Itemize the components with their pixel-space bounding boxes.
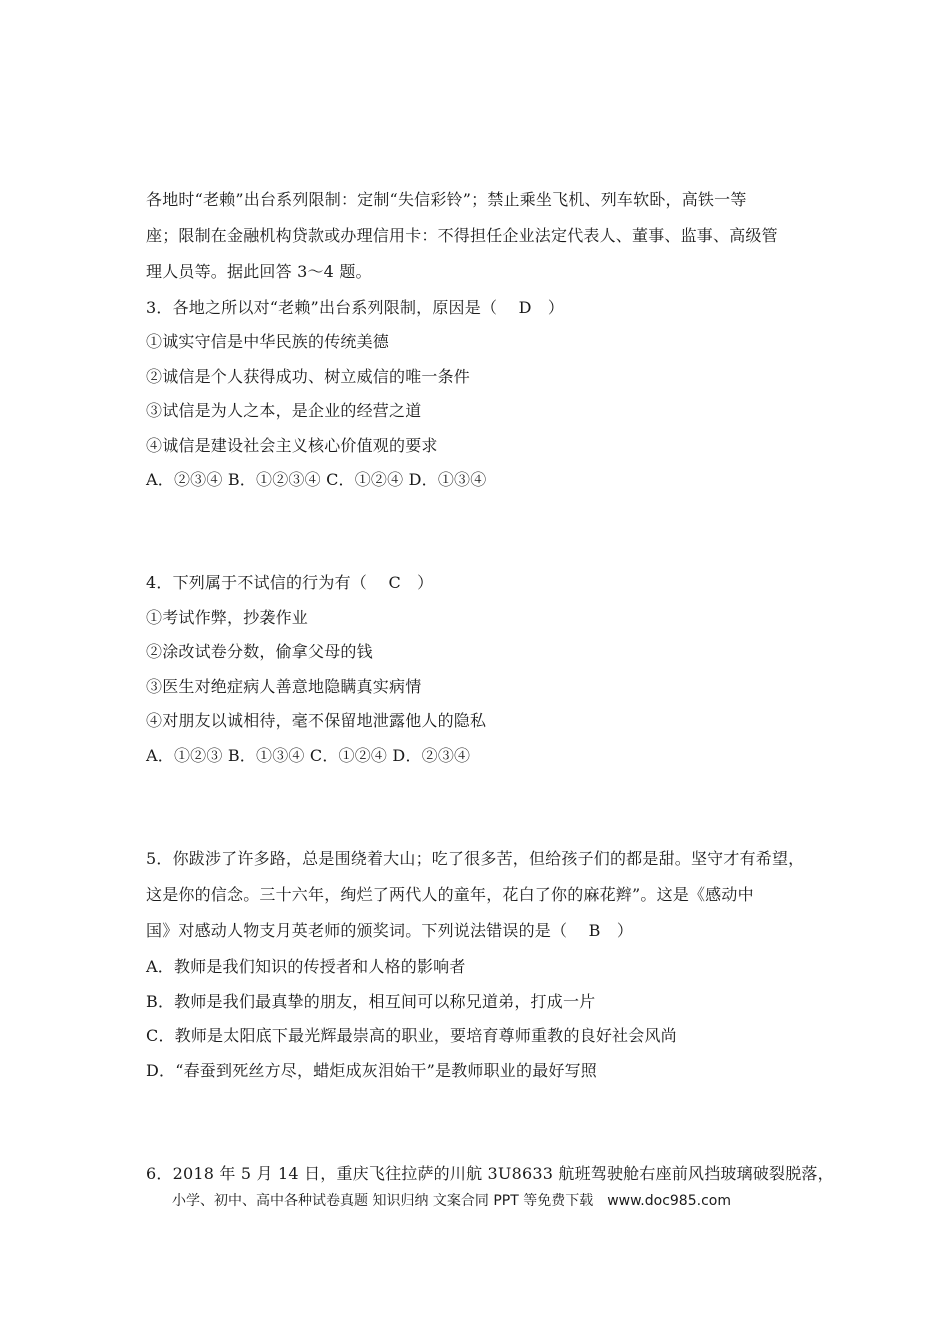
question-4-item-2: ②涂改试卷分数，偷拿父母的钱 — [146, 642, 373, 661]
question-4-options: A．①②③ B．①③④ C．①②④ D．②③④ — [146, 746, 471, 765]
question-3-item-4: ④诚信是建设社会主义核心价值观的要求 — [146, 436, 438, 455]
question-4-item-4: ④对朋友以诚相待，毫不保留地泄露他人的隐私 — [146, 711, 487, 730]
question-6-stem: 6．2018 年 5 月 14 日，重庆飞往拉萨的川航 3U8633 航班驾驶舱右座前风挡玻璃破裂脱落， — [146, 1164, 834, 1183]
intro-line-3: 理人员等。据此回答 3～4 题。 — [146, 262, 372, 281]
question-4-item-3: ③医生对绝症病人善意地隐瞒真实病情 — [146, 677, 422, 696]
question-3-options: A．②③④ B．①②③④ C．①②④ D．①③④ — [146, 470, 487, 489]
question-5-choice-a: A．教师是我们知识的传授者和人格的影响者 — [146, 957, 466, 976]
question-3-stem: 3．各地之所以对“老赖”出台系列限制，原因是（ D ） — [146, 298, 565, 317]
question-4-stem: 4．下列属于不试信的行为有（ C ） — [146, 573, 434, 592]
question-5-choice-b: B．教师是我们最真挚的朋友，相互间可以称兄道弟，打成一片 — [146, 992, 596, 1011]
question-5-stem-2: 这是你的信念。三十六年，绚烂了两代人的童年，花白了你的麻花辫”。这是《感动中 — [146, 885, 754, 904]
question-5-stem-1: 5．你跋涉了许多路，总是围绕着大山；吃了很多苦，但给孩子们的都是甜。坚守才有希望， — [146, 849, 805, 868]
intro-line-2: 座；限制在金融机构贷款或办理信用卡：不得担任企业法定代表人、董事、监事、高级管 — [146, 226, 778, 245]
intro-line-1: 各地时“老赖”出台系列限制：定制“失信彩铃”；禁止乘坐飞机、列车软卧，高铁一等 — [146, 190, 747, 209]
question-3-item-1: ①诚实守信是中华民族的传统美德 — [146, 332, 390, 351]
question-3-item-3: ③试信是为人之本，是企业的经营之道 — [146, 401, 422, 420]
question-5-stem-3: 国》对感动人物支月英老师的颁奖词。下列说法错误的是（ B ） — [146, 921, 634, 940]
page-footer: 小学、初中、高中各种试卷真题 知识归纳 文案合同 PPT 等免费下载 www.doc985.com — [172, 1193, 731, 1209]
question-3-item-2: ②诚信是个人获得成功、树立威信的唯一条件 — [146, 367, 471, 386]
question-4-item-1: ①考试作弊，抄袭作业 — [146, 608, 309, 627]
question-5-choice-c: C．教师是太阳底下最光辉最崇高的职业，要培育尊师重教的良好社会风尚 — [146, 1026, 677, 1045]
question-5-choice-d: D．“春蚕到死丝方尽，蜡炬成灰泪始干”是教师职业的最好写照 — [146, 1061, 597, 1080]
